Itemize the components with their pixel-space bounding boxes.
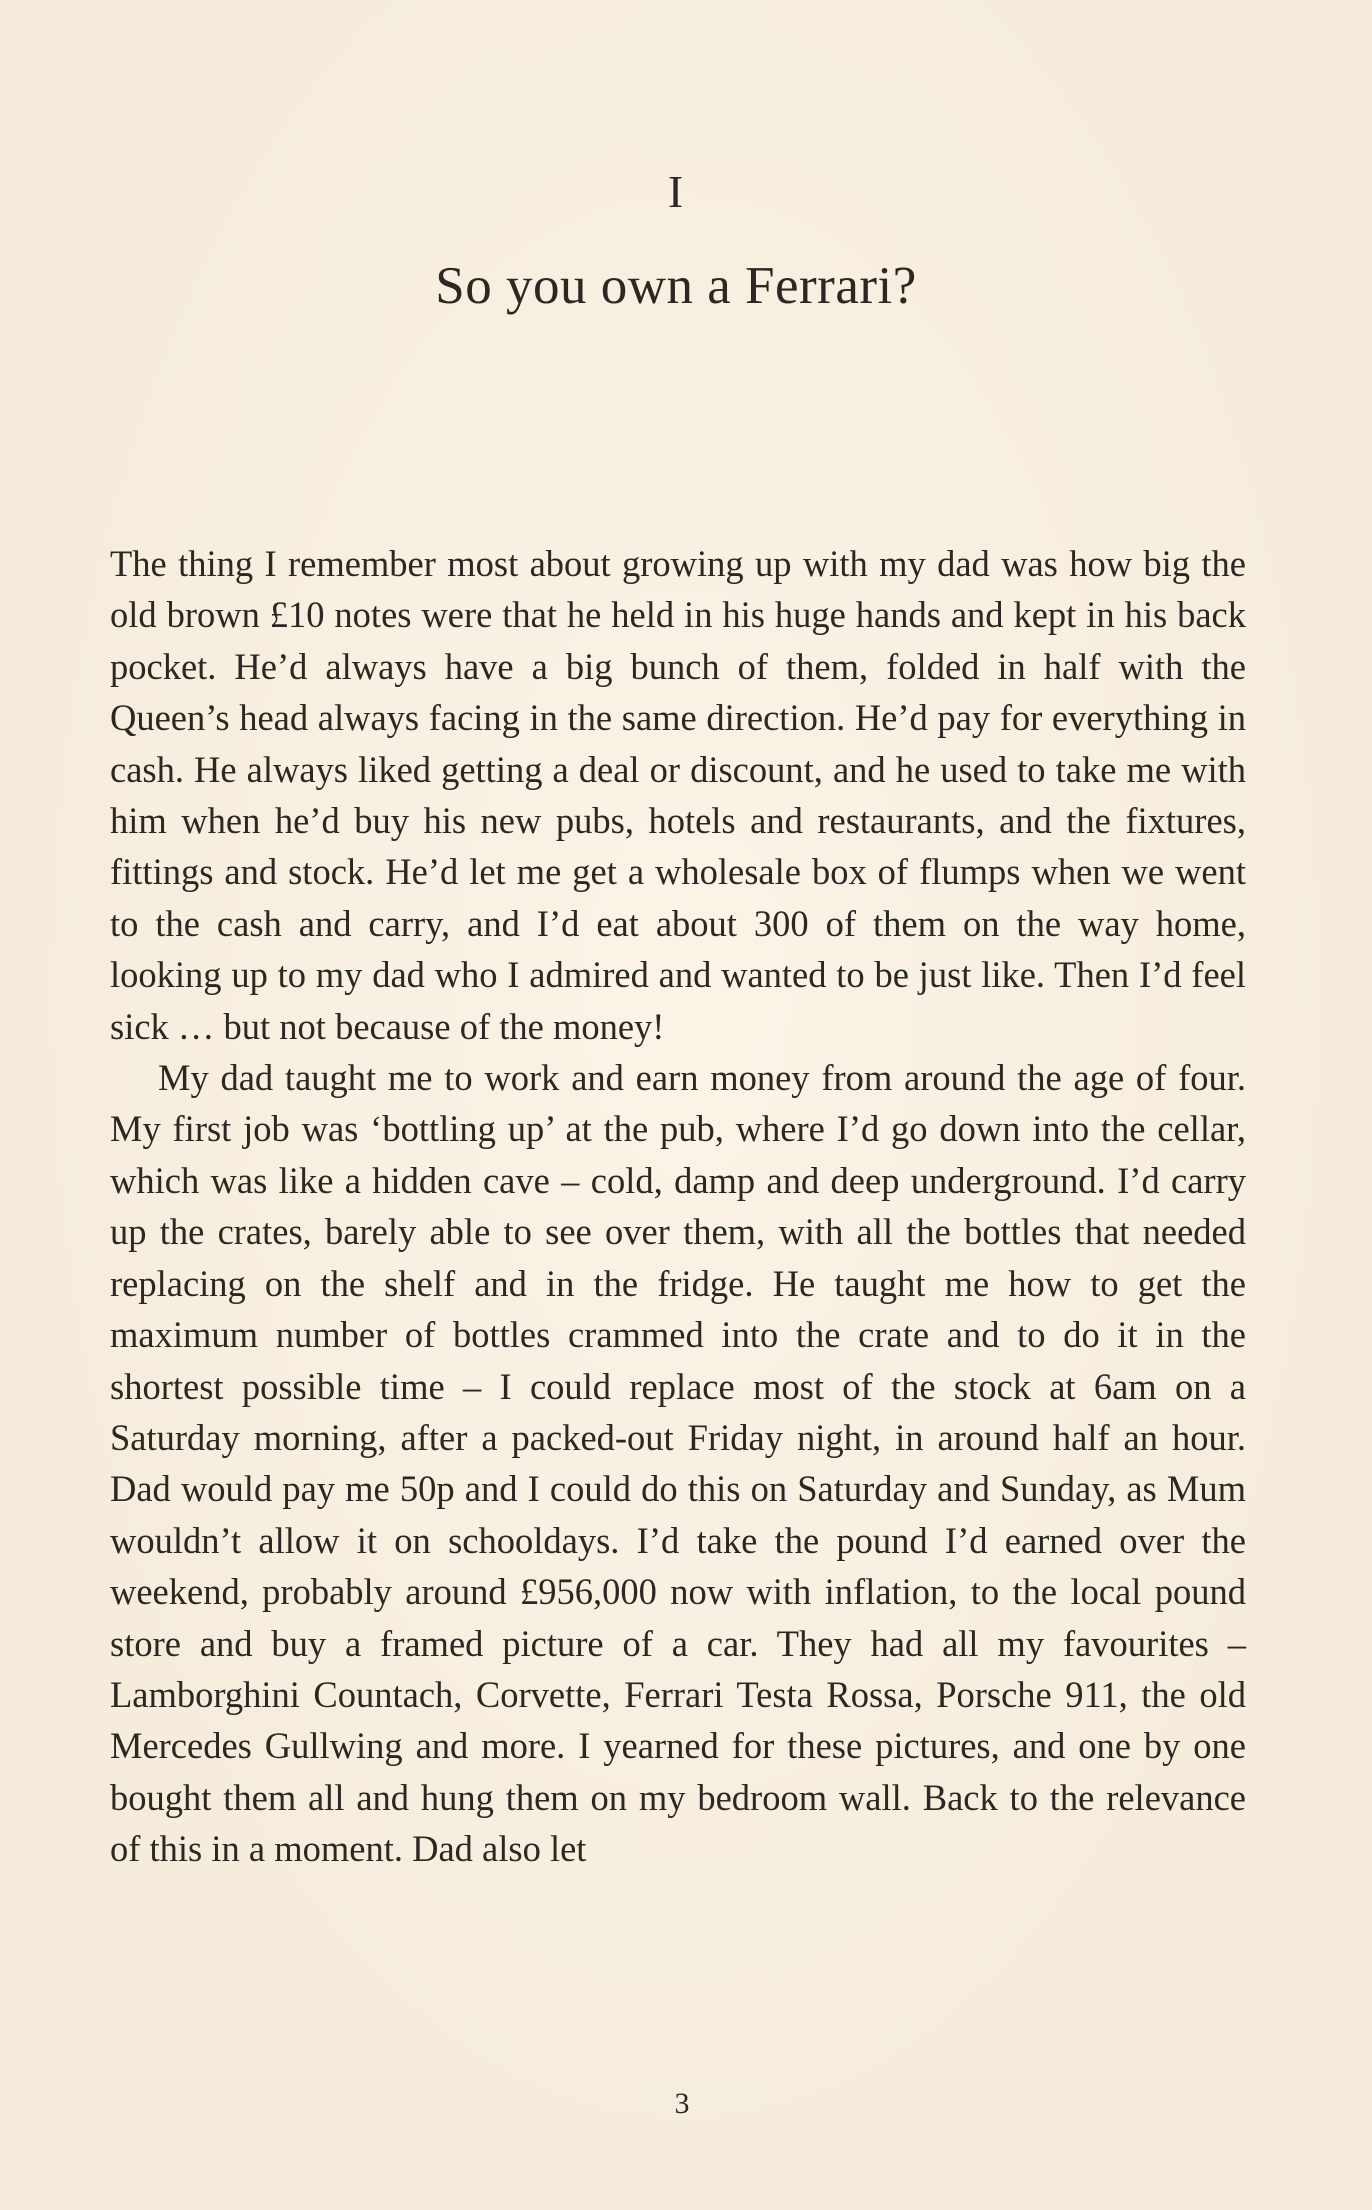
body-text [110, 538, 1246, 1875]
paragraph: The thing I remember most about growing up with my dad was how big the old brown £10 notes were that he held in his huge hands and kept in his back pocket. He’d always have a big bunch of them, folded in half with the Queen’s head always facing in the same direction. He’d pay for everything in cash. He always liked getting a deal or discount, and he used to take me with him when he’d buy his new pubs, hotels and restaurants, and the fixtures, fittings and stock. He’d let me get a wholesale box of flumps when we went to the cash and carry, and I’d eat about 300 of them on the way home, looking up to my dad who I admired and wanted to be just like. Then I’d feel sick … but not because of the money! [110, 543, 1246, 1047]
chapter-title: So you own a Ferrari? [435, 257, 917, 315]
chapter-number: I [667, 166, 685, 217]
paragraph: My dad taught me to work and earn money from around the age of four. My first job was ‘bottling up’ at the pub, where I’d go down into the cellar, which was like a hidden cave – cold, damp and deep underground. I’d carry up the crates, barely able to see over them, with all the bottles that needed replacing on the shelf and in the fridge. He taught me how to get the maximum number of bottles crammed into the crate and to do it in the shortest possible time – I could replace most of the stock at 6am on a Saturday morning, after a packed-out Friday night, in around half an hour. Dad would pay me 50p and I could do this on Saturday and Sunday, as Mum wouldn’t allow it on schooldays. I’d take the pound I’d earned over the weekend, probably around £956,000 now with inflation, to the local pound store and buy a framed picture of a car. They had all my favourites – Lamborghini Countach, Corvette, Ferrari Testa Rossa, Porsche 911, the old Mercedes Gullwing and more. I yearned for these pictures, and one by one bought them all and hung them on my bedroom wall. Back to the relevance of this in a moment. Dad also let [110, 1057, 1246, 1870]
page-number: 3 [674, 2087, 690, 2120]
